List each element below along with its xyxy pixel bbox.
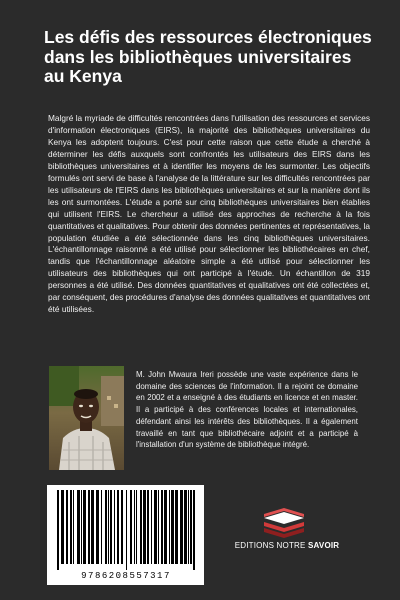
- barcode-bar: [140, 490, 142, 564]
- barcode-bar: [70, 490, 72, 564]
- barcode-bar: [61, 490, 64, 564]
- barcode-bar: [190, 490, 192, 564]
- book-summary: Malgré la myriade de difficultés rencontrées dans l'utilisation des ressources et services d'information électroniques (EIRS), la majorité des bibliothèques universitaires du Kenya les adoptent toujours. C'est pour cette raison que cette étude a cherché à déterminer les défis auxquels sont confrontés les utilisateurs des EIRS dans les bibliothèques universitaires et à identifier les moyens de les surmonter. Les objectifs formulés ont servi de base à l'analyse de la littérature sur les difficultés rencontrées par les utilisateurs de l'EIRS dans les bibliothèques universitaires et sur la manière dont ils les ont surmontées. L'étude a porté sur cinq bibliothèques universitaires bien établies qui utilisent l'EIRS. Le chercheur a utilisé des approches de recherche à la fois quantitatives et qualitatives. Pour obtenir des données pertinentes et représentatives, la population étudiée a été sélectionnée dans les cinq bibliothèques universitaires. L'échantillonnage raisonné a été utilisé pour sélectionner les bibliothécaires en chef, tandis que l'échantillonnage aléatoire simple a été utilisé pour sélectionner les utilisateurs des bibliothèques qui ont participé à l'étude. Un échantillon de 319 personnes a été utilisé. Des données quantitatives et qualitatives ont été collectées et, par conséquent, des procédures d'analyse des données qualitatives et quantitatives ont été utilisées.: [48, 113, 370, 315]
- barcode-bar: [193, 490, 195, 570]
- barcode-bar: [154, 490, 157, 564]
- publisher-name-bold: SAVOIR: [307, 541, 340, 550]
- barcode-bar: [180, 490, 183, 564]
- barcode-bar: [91, 490, 94, 564]
- barcode-bar: [83, 490, 86, 564]
- barcode-bar: [158, 490, 159, 564]
- barcode-bar: [110, 490, 112, 564]
- isbn-barcode: [47, 485, 204, 585]
- isbn-number: 9786208557317: [81, 571, 171, 581]
- barcode-bar: [171, 490, 174, 564]
- barcode-bar: [151, 490, 152, 564]
- barcode-bar: [101, 490, 102, 564]
- barcode-bar: [143, 490, 146, 564]
- publisher-logo: [258, 498, 310, 540]
- barcode-bar: [81, 490, 82, 564]
- barcode-bar: [184, 490, 187, 564]
- publisher-name-regular: EDITIONS NOTRE: [234, 541, 306, 550]
- barcode-bar: [169, 490, 170, 564]
- barcode-bar: [66, 490, 68, 564]
- barcode-bar: [188, 490, 189, 564]
- barcode-bar: [161, 490, 163, 564]
- barcode-bar: [126, 490, 127, 570]
- publisher-name: [232, 541, 342, 550]
- book-title: Les défis des ressources électroniques dans les bibliothèques universitaires au Kenya: [44, 27, 372, 86]
- barcode-bar: [108, 490, 109, 564]
- barcode-bar: [175, 490, 178, 564]
- barcode-bar: [105, 490, 107, 564]
- author-photo: [49, 366, 124, 470]
- barcode-bar: [77, 490, 80, 564]
- barcode-bar: [134, 490, 135, 564]
- barcode-bar: [147, 490, 149, 564]
- barcode-bar: [117, 490, 119, 564]
- barcode-bar: [73, 490, 74, 564]
- barcode-bars: [55, 490, 196, 570]
- barcode-bar: [114, 490, 115, 564]
- barcode-bar: [96, 490, 99, 564]
- author-bio: M. John Mwaura Ireri possède une vaste expérience dans le domaine des sciences de l'information. Il a rejoint ce domaine en 2002 et a enseigné à des étudiants en licence et en master. Il a participé à des conférences locales et internationales, défendant ainsi les intérêts des bibliothèques. Il a également travaillé en tant que bibliothécaire adjoint et a participé à l'installation d'un système de bibliothèque intégré.: [136, 370, 358, 450]
- barcode-bar: [121, 490, 123, 564]
- barcode-bar: [57, 490, 59, 570]
- barcode-bar: [88, 490, 90, 564]
- barcode-bar: [164, 490, 167, 564]
- barcode-bar: [136, 490, 137, 564]
- barcode-bar: [130, 490, 132, 564]
